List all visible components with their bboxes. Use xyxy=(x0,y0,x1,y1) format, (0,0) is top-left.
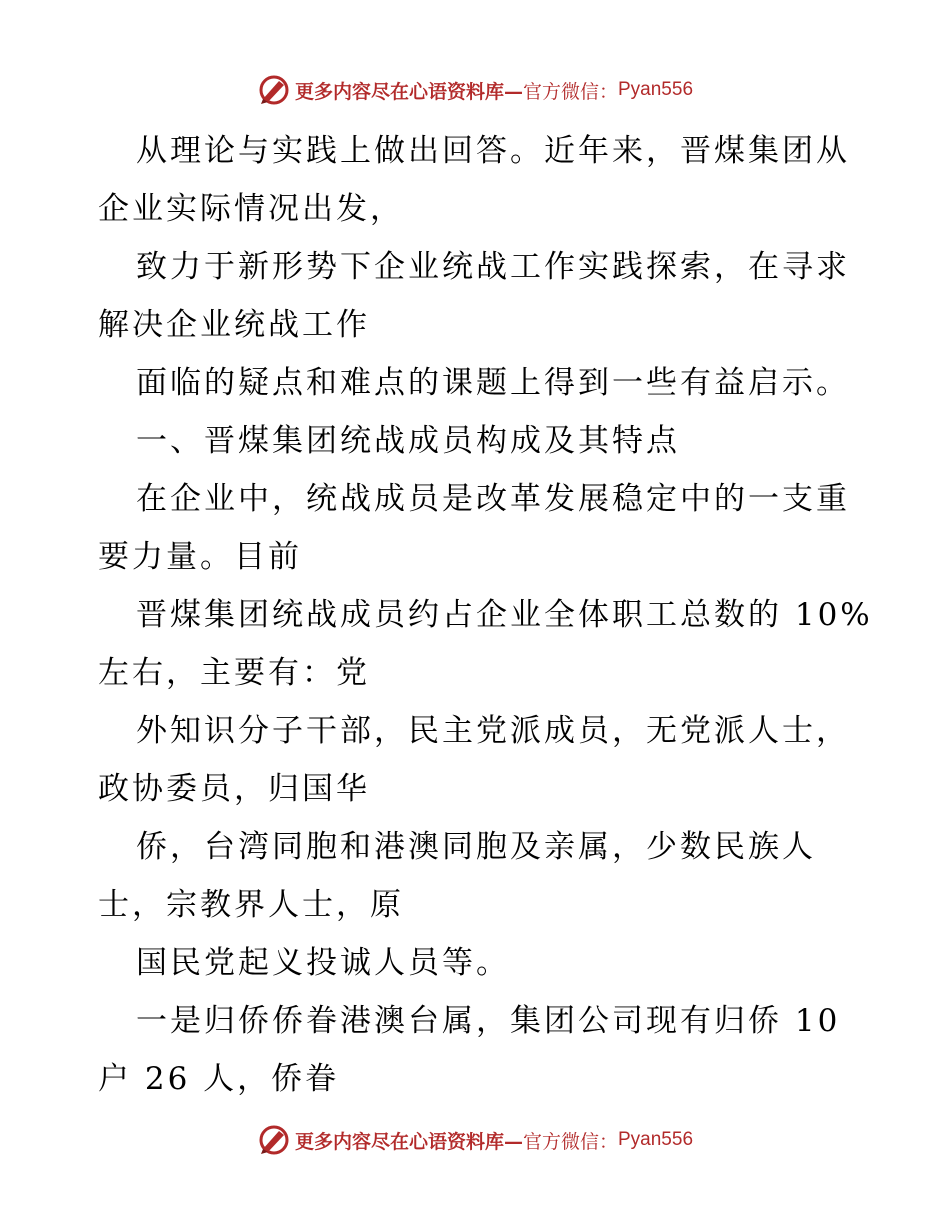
watermark-wechat-id: Pyan556 xyxy=(618,79,694,100)
text-line: 国民党起义投诚人员等。 xyxy=(136,945,510,981)
watermark-text: 更多内容尽在心语资料库— xyxy=(294,1130,523,1153)
text-line: 从理论与实践上做出回答。近年来，晋煤集团从 xyxy=(136,133,850,169)
text-line: 企业实际情况出发， xyxy=(98,191,404,227)
text-line: 致力于新形势下企业统战工作实践探索，在寻求 xyxy=(136,249,850,285)
watermark-wechat-label: 官方微信： xyxy=(522,80,618,103)
text-line: 要力量。目前 xyxy=(98,539,302,575)
text-line: 外知识分子干部，民主党派成员，无党派人士， xyxy=(136,713,850,749)
text-line: 侨，台湾同胞和港澳同胞及亲属，少数民族人 xyxy=(136,829,816,865)
text-line: 士，宗教界人士，原 xyxy=(98,887,404,923)
document-body xyxy=(98,122,873,1108)
pen-logo-icon xyxy=(257,73,291,107)
watermark-wechat-id: Pyan556 xyxy=(618,1129,694,1150)
watermark-banner-bottom xyxy=(0,1120,950,1160)
pen-logo-icon xyxy=(257,1123,291,1157)
text-line: 左右，主要有：党 xyxy=(98,655,370,691)
watermark-banner-top xyxy=(0,70,950,110)
text-line: 政协委员，归国华 xyxy=(98,771,370,807)
text-line: 解决企业统战工作 xyxy=(98,307,370,343)
text-line: 一是归侨侨眷港澳台属，集团公司现有归侨 10 xyxy=(136,1003,841,1039)
watermark-wechat-label: 官方微信： xyxy=(522,1130,618,1153)
text-line: 一、晋煤集团统战成员构成及其特点 xyxy=(136,423,680,459)
watermark-text: 更多内容尽在心语资料库— xyxy=(294,80,523,103)
text-line: 户 26 人，侨眷 xyxy=(98,1061,340,1097)
text-line: 晋煤集团统战成员约占企业全体职工总数的 10% xyxy=(136,597,873,633)
text-line: 在企业中，统战成员是改革发展稳定中的一支重 xyxy=(136,481,850,517)
text-line: 面临的疑点和难点的课题上得到一些有益启示。 xyxy=(136,365,850,401)
